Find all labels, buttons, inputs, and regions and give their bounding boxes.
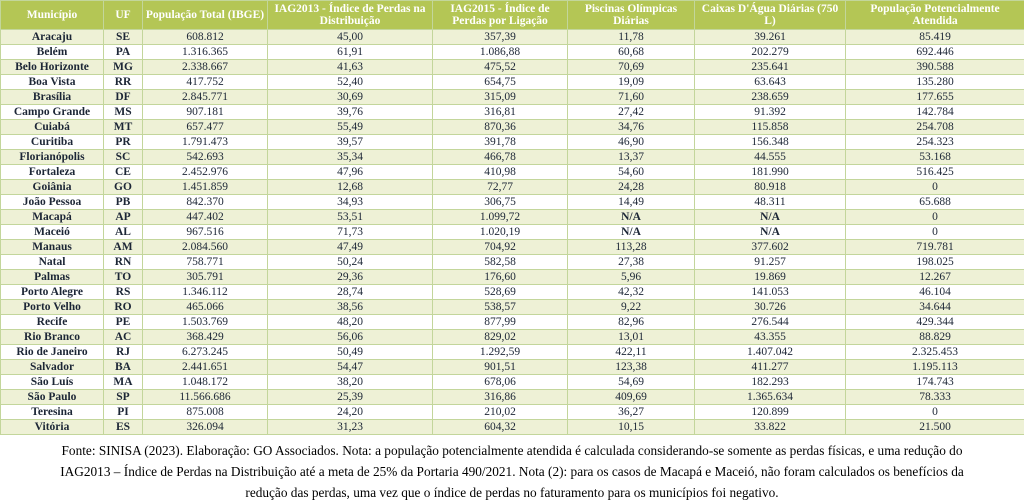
pools-cell: 10,15 [568, 420, 695, 435]
uf-cell: AC [104, 330, 143, 345]
iag2015-cell: 72,77 [433, 180, 568, 195]
table-row [1, 390, 1024, 405]
iag2013-cell: 48,20 [268, 315, 433, 330]
tanks-cell: 276.544 [695, 315, 846, 330]
pools-cell: 113,28 [568, 240, 695, 255]
table-row [1, 90, 1024, 105]
population-cell: 1.316.365 [143, 45, 268, 60]
uf-cell: PA [104, 45, 143, 60]
tanks-cell: 80.918 [695, 180, 846, 195]
table-row [1, 120, 1024, 135]
served-population-cell: 254.323 [846, 135, 1024, 150]
municipality-cell: Brasília [1, 90, 104, 105]
population-cell: 1.048.172 [143, 375, 268, 390]
iag2013-cell: 53,51 [268, 210, 433, 225]
iag2015-cell: 1.099,72 [433, 210, 568, 225]
source-note-line: Fonte: SINISA (2023). Elaboração: GO Associados. Nota: a população potencialmente atendida é calculada considerando-se somente as perdas físicas, e uma redução do [61, 443, 963, 458]
iag2013-cell: 39,57 [268, 135, 433, 150]
table-row [1, 375, 1024, 390]
tanks-cell: 48.311 [695, 195, 846, 210]
served-population-cell: 719.781 [846, 240, 1024, 255]
iag2013-cell: 29,36 [268, 270, 433, 285]
table-row [1, 150, 1024, 165]
source-note-line: IAG2013 – Índice de Perdas na Distribuição até a meta de 25% da Portaria 490/2021. Nota (2): para os casos de Macapá e Maceió, não foram calculados os benefícios da [60, 464, 964, 479]
uf-cell: PE [104, 315, 143, 330]
population-cell: 2.452.976 [143, 165, 268, 180]
uf-cell: PR [104, 135, 143, 150]
iag2013-cell: 25,39 [268, 390, 433, 405]
col-header-populacao-atendida: População Potencialmente Atendida [846, 1, 1024, 30]
population-cell: 1.503.769 [143, 315, 268, 330]
tanks-cell: 43.355 [695, 330, 846, 345]
table-row [1, 105, 1024, 120]
table-row [1, 420, 1024, 435]
pools-cell: 46,90 [568, 135, 695, 150]
population-cell: 368.429 [143, 330, 268, 345]
served-population-cell: 0 [846, 225, 1024, 240]
iag2015-cell: 704,92 [433, 240, 568, 255]
served-population-cell: 516.425 [846, 165, 1024, 180]
table-row [1, 405, 1024, 420]
served-population-cell: 46.104 [846, 285, 1024, 300]
header-row [1, 1, 1024, 30]
served-population-cell: 0 [846, 180, 1024, 195]
table-row [1, 255, 1024, 270]
tanks-cell: 182.293 [695, 375, 846, 390]
population-cell: 6.273.245 [143, 345, 268, 360]
pools-cell: 54,69 [568, 375, 695, 390]
uf-cell: RJ [104, 345, 143, 360]
served-population-cell: 692.446 [846, 45, 1024, 60]
served-population-cell: 390.588 [846, 60, 1024, 75]
uf-cell: GO [104, 180, 143, 195]
table-row [1, 330, 1024, 345]
municipality-cell: Boa Vista [1, 75, 104, 90]
population-cell: 758.771 [143, 255, 268, 270]
table-row [1, 180, 1024, 195]
iag2015-cell: 1.086,88 [433, 45, 568, 60]
iag2013-cell: 24,20 [268, 405, 433, 420]
col-header-iag2015: IAG2015 - Índice de Perdas por Ligação [433, 1, 568, 30]
population-cell: 542.693 [143, 150, 268, 165]
uf-cell: MS [104, 105, 143, 120]
iag2015-cell: 582,58 [433, 255, 568, 270]
iag2013-cell: 56,06 [268, 330, 433, 345]
iag2013-cell: 47,49 [268, 240, 433, 255]
iag2015-cell: 210,02 [433, 405, 568, 420]
municipality-cell: Rio Branco [1, 330, 104, 345]
served-population-cell: 78.333 [846, 390, 1024, 405]
pools-cell: 14,49 [568, 195, 695, 210]
iag2013-cell: 39,76 [268, 105, 433, 120]
source-note [0, 440, 1024, 503]
municipality-cell: Rio de Janeiro [1, 345, 104, 360]
tanks-cell: 91.392 [695, 105, 846, 120]
pools-cell: 82,96 [568, 315, 695, 330]
population-cell: 2.441.651 [143, 360, 268, 375]
pools-cell: 13,01 [568, 330, 695, 345]
served-population-cell: 1.195.113 [846, 360, 1024, 375]
population-cell: 1.346.112 [143, 285, 268, 300]
iag2013-cell: 54,47 [268, 360, 433, 375]
uf-cell: TO [104, 270, 143, 285]
served-population-cell: 0 [846, 210, 1024, 225]
served-population-cell: 177.655 [846, 90, 1024, 105]
population-cell: 11.566.686 [143, 390, 268, 405]
uf-cell: AP [104, 210, 143, 225]
municipality-cell: Belém [1, 45, 104, 60]
uf-cell: RN [104, 255, 143, 270]
table-row [1, 135, 1024, 150]
population-cell: 1.791.473 [143, 135, 268, 150]
iag2013-cell: 61,91 [268, 45, 433, 60]
pools-cell: 36,27 [568, 405, 695, 420]
served-population-cell: 88.829 [846, 330, 1024, 345]
pools-cell: 27,38 [568, 255, 695, 270]
pools-cell: N/A [568, 210, 695, 225]
table-row [1, 225, 1024, 240]
iag2013-cell: 55,49 [268, 120, 433, 135]
iag2015-cell: 528,69 [433, 285, 568, 300]
tanks-cell: 19.869 [695, 270, 846, 285]
municipality-cell: Belo Horizonte [1, 60, 104, 75]
population-cell: 447.402 [143, 210, 268, 225]
municipality-cell: Cuiabá [1, 120, 104, 135]
iag2015-cell: 1.292,59 [433, 345, 568, 360]
tanks-cell: 1.407.042 [695, 345, 846, 360]
municipality-cell: São Paulo [1, 390, 104, 405]
municipality-cell: São Luís [1, 375, 104, 390]
iag2015-cell: 410,98 [433, 165, 568, 180]
pools-cell: 409,69 [568, 390, 695, 405]
iag2015-cell: 678,06 [433, 375, 568, 390]
iag2013-cell: 41,63 [268, 60, 433, 75]
table-row [1, 195, 1024, 210]
served-population-cell: 142.784 [846, 105, 1024, 120]
pools-cell: 27,42 [568, 105, 695, 120]
pools-cell: 70,69 [568, 60, 695, 75]
table-row [1, 210, 1024, 225]
tanks-cell: 156.348 [695, 135, 846, 150]
municipality-cell: Vitória [1, 420, 104, 435]
iag2015-cell: 901,51 [433, 360, 568, 375]
served-population-cell: 135.280 [846, 75, 1024, 90]
served-population-cell: 0 [846, 405, 1024, 420]
population-cell: 1.451.859 [143, 180, 268, 195]
col-header-caixas-dagua: Caixas D'Água Diárias (750 L) [695, 1, 846, 30]
pools-cell: N/A [568, 225, 695, 240]
pools-cell: 71,60 [568, 90, 695, 105]
municipality-cell: Porto Alegre [1, 285, 104, 300]
municipality-cell: Goiânia [1, 180, 104, 195]
population-cell: 875.008 [143, 405, 268, 420]
municipality-cell: Teresina [1, 405, 104, 420]
tanks-cell: 238.659 [695, 90, 846, 105]
table-row [1, 300, 1024, 315]
tanks-cell: 202.279 [695, 45, 846, 60]
municipality-cell: Salvador [1, 360, 104, 375]
uf-cell: RS [104, 285, 143, 300]
iag2013-cell: 71,73 [268, 225, 433, 240]
col-header-municipio: Município [1, 1, 104, 30]
pools-cell: 11,78 [568, 30, 695, 45]
population-cell: 657.477 [143, 120, 268, 135]
iag2015-cell: 176,60 [433, 270, 568, 285]
iag2015-cell: 357,39 [433, 30, 568, 45]
table-row [1, 360, 1024, 375]
iag2015-cell: 604,32 [433, 420, 568, 435]
uf-cell: DF [104, 90, 143, 105]
iag2015-cell: 391,78 [433, 135, 568, 150]
municipality-cell: Campo Grande [1, 105, 104, 120]
uf-cell: RO [104, 300, 143, 315]
served-population-cell: 21.500 [846, 420, 1024, 435]
population-cell: 907.181 [143, 105, 268, 120]
municipality-cell: Fortaleza [1, 165, 104, 180]
pools-cell: 24,28 [568, 180, 695, 195]
uf-cell: MT [104, 120, 143, 135]
tanks-cell: 235.641 [695, 60, 846, 75]
tanks-cell: 115.858 [695, 120, 846, 135]
tanks-cell: 91.257 [695, 255, 846, 270]
pools-cell: 60,68 [568, 45, 695, 60]
iag2013-cell: 52,40 [268, 75, 433, 90]
pools-cell: 13,37 [568, 150, 695, 165]
tanks-cell: 141.053 [695, 285, 846, 300]
tanks-cell: 39.261 [695, 30, 846, 45]
municipality-cell: Manaus [1, 240, 104, 255]
uf-cell: AM [104, 240, 143, 255]
municipality-cell: Curitiba [1, 135, 104, 150]
municipality-cell: Florianópolis [1, 150, 104, 165]
served-population-cell: 254.708 [846, 120, 1024, 135]
served-population-cell: 12.267 [846, 270, 1024, 285]
population-cell: 608.812 [143, 30, 268, 45]
tanks-cell: 120.899 [695, 405, 846, 420]
municipality-cell: Natal [1, 255, 104, 270]
uf-cell: PI [104, 405, 143, 420]
population-cell: 2.338.667 [143, 60, 268, 75]
table-row [1, 240, 1024, 255]
tanks-cell: 377.602 [695, 240, 846, 255]
iag2015-cell: 1.020,19 [433, 225, 568, 240]
pools-cell: 42,32 [568, 285, 695, 300]
served-population-cell: 34.644 [846, 300, 1024, 315]
uf-cell: MG [104, 60, 143, 75]
iag2013-cell: 50,49 [268, 345, 433, 360]
tanks-cell: 44.555 [695, 150, 846, 165]
iag2015-cell: 316,81 [433, 105, 568, 120]
iag2013-cell: 34,93 [268, 195, 433, 210]
tanks-cell: 63.643 [695, 75, 846, 90]
iag2013-cell: 28,74 [268, 285, 433, 300]
table-row [1, 75, 1024, 90]
served-population-cell: 429.344 [846, 315, 1024, 330]
pools-cell: 123,38 [568, 360, 695, 375]
iag2013-cell: 12,68 [268, 180, 433, 195]
iag2013-cell: 38,20 [268, 375, 433, 390]
municipality-cell: Maceió [1, 225, 104, 240]
iag2015-cell: 466,78 [433, 150, 568, 165]
municipality-cell: João Pessoa [1, 195, 104, 210]
col-header-uf: UF [104, 1, 143, 30]
iag2015-cell: 316,86 [433, 390, 568, 405]
table-row [1, 345, 1024, 360]
uf-cell: RR [104, 75, 143, 90]
table-header [1, 1, 1024, 30]
iag2013-cell: 38,56 [268, 300, 433, 315]
municipality-cell: Porto Velho [1, 300, 104, 315]
table-body [1, 30, 1024, 435]
served-population-cell: 65.688 [846, 195, 1024, 210]
served-population-cell: 53.168 [846, 150, 1024, 165]
iag2015-cell: 538,57 [433, 300, 568, 315]
municipality-cell: Palmas [1, 270, 104, 285]
municipality-cell: Aracaju [1, 30, 104, 45]
population-cell: 417.752 [143, 75, 268, 90]
municipality-cell: Macapá [1, 210, 104, 225]
tanks-cell: 181.990 [695, 165, 846, 180]
pools-cell: 5,96 [568, 270, 695, 285]
pools-cell: 422,11 [568, 345, 695, 360]
pools-cell: 34,76 [568, 120, 695, 135]
uf-cell: AL [104, 225, 143, 240]
served-population-cell: 2.325.453 [846, 345, 1024, 360]
iag2015-cell: 877,99 [433, 315, 568, 330]
tanks-cell: N/A [695, 225, 846, 240]
tanks-cell: 30.726 [695, 300, 846, 315]
served-population-cell: 85.419 [846, 30, 1024, 45]
uf-cell: CE [104, 165, 143, 180]
table-row [1, 165, 1024, 180]
tanks-cell: N/A [695, 210, 846, 225]
uf-cell: BA [104, 360, 143, 375]
col-header-iag2013: IAG2013 - Índice de Perdas na Distribuição [268, 1, 433, 30]
pools-cell: 19,09 [568, 75, 695, 90]
iag2015-cell: 306,75 [433, 195, 568, 210]
tanks-cell: 33.822 [695, 420, 846, 435]
uf-cell: SC [104, 150, 143, 165]
col-header-populacao-total: População Total (IBGE) [143, 1, 268, 30]
population-cell: 842.370 [143, 195, 268, 210]
uf-cell: MA [104, 375, 143, 390]
table-row [1, 315, 1024, 330]
iag2015-cell: 654,75 [433, 75, 568, 90]
uf-cell: SE [104, 30, 143, 45]
source-note-line: redução das perdas, uma vez que o índice de perdas no faturamento para os municípios foi negativo. [245, 485, 779, 500]
iag2013-cell: 50,24 [268, 255, 433, 270]
population-cell: 305.791 [143, 270, 268, 285]
population-cell: 326.094 [143, 420, 268, 435]
served-population-cell: 174.743 [846, 375, 1024, 390]
population-cell: 2.845.771 [143, 90, 268, 105]
iag2015-cell: 829,02 [433, 330, 568, 345]
iag2013-cell: 30,69 [268, 90, 433, 105]
table-row [1, 30, 1024, 45]
iag2015-cell: 870,36 [433, 120, 568, 135]
uf-cell: ES [104, 420, 143, 435]
table-row [1, 60, 1024, 75]
population-cell: 967.516 [143, 225, 268, 240]
tanks-cell: 1.365.634 [695, 390, 846, 405]
iag2013-cell: 47,96 [268, 165, 433, 180]
uf-cell: SP [104, 390, 143, 405]
table-row [1, 285, 1024, 300]
col-header-piscinas-olimpicas: Piscinas Olímpicas Diárias [568, 1, 695, 30]
table-row [1, 270, 1024, 285]
municipality-cell: Recife [1, 315, 104, 330]
iag2015-cell: 475,52 [433, 60, 568, 75]
iag2013-cell: 45,00 [268, 30, 433, 45]
served-population-cell: 198.025 [846, 255, 1024, 270]
pools-cell: 9,22 [568, 300, 695, 315]
iag2015-cell: 315,09 [433, 90, 568, 105]
population-cell: 465.066 [143, 300, 268, 315]
pools-cell: 54,60 [568, 165, 695, 180]
uf-cell: PB [104, 195, 143, 210]
population-cell: 2.084.560 [143, 240, 268, 255]
iag2013-cell: 31,23 [268, 420, 433, 435]
iag2013-cell: 35,34 [268, 150, 433, 165]
table-row [1, 45, 1024, 60]
tanks-cell: 411.277 [695, 360, 846, 375]
